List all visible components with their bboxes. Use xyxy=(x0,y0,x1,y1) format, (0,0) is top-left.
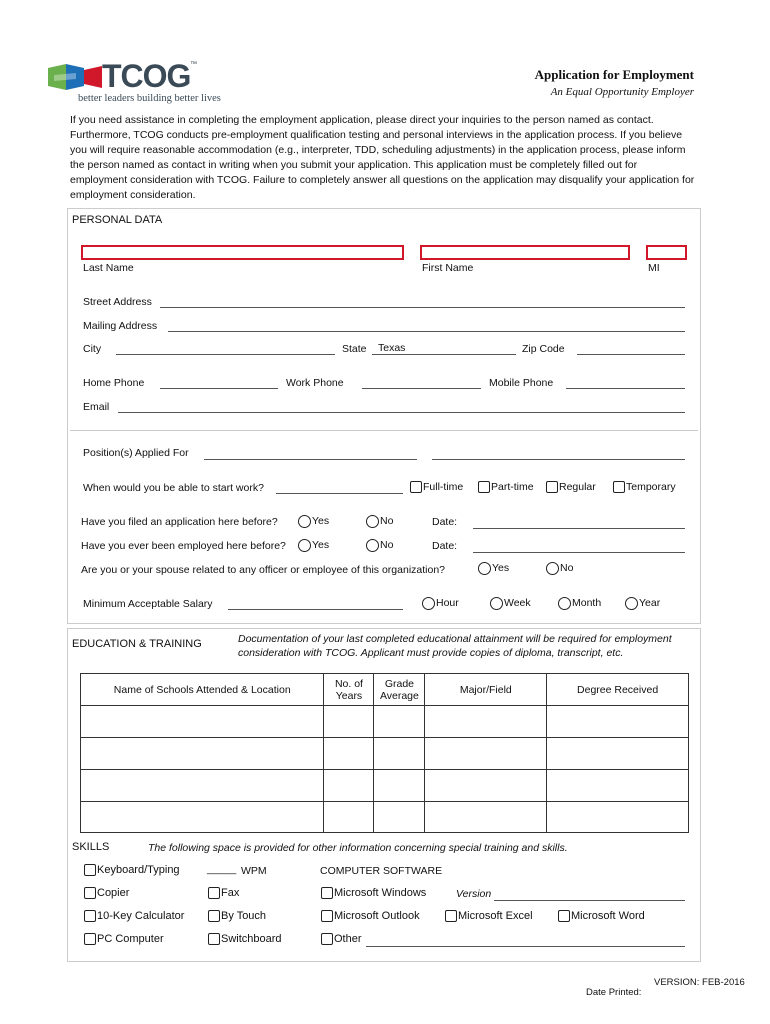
part-time-label: Part-time xyxy=(491,481,534,493)
table-cell[interactable] xyxy=(374,706,425,738)
filed-before-date-field[interactable] xyxy=(473,528,685,529)
other-field[interactable] xyxy=(366,946,685,947)
intro-line: employment consideration. xyxy=(70,189,196,201)
filed-before-label: Have you filed an application here before? xyxy=(81,516,278,528)
version-label: Version xyxy=(456,888,492,900)
ms-outlook-label: Microsoft Outlook xyxy=(334,910,420,922)
ms-excel-checkbox[interactable] xyxy=(445,910,457,922)
hour-label: Hour xyxy=(436,597,459,609)
hour-radio[interactable] xyxy=(422,597,435,610)
table-cell[interactable] xyxy=(547,738,689,770)
table-cell[interactable] xyxy=(425,802,547,833)
skills-heading: SKILLS xyxy=(72,841,110,853)
ms-excel-label: Microsoft Excel xyxy=(458,910,533,922)
employed-before-date-field[interactable] xyxy=(473,552,685,553)
ms-word-label: Microsoft Word xyxy=(571,910,645,922)
employed-before-yes-label: Yes xyxy=(312,539,330,551)
table-cell[interactable] xyxy=(374,770,425,802)
table-row xyxy=(81,706,689,738)
table-cell[interactable] xyxy=(547,706,689,738)
regular-checkbox[interactable] xyxy=(546,481,558,493)
intro-line: Furthermore, TCOG conducts pre-employment qualification testing and personal interviews in the application process. If you believe xyxy=(70,129,683,141)
intro-line: If you need assistance in completing the employment application, please direct your inquiries to the person named as contact. xyxy=(70,114,654,126)
col-header-degree: Degree Received xyxy=(547,674,689,706)
version-footer: VERSION: FEB-2016 xyxy=(654,977,745,988)
personal-data-heading: PERSONAL DATA xyxy=(72,214,163,226)
switchboard-label: Switchboard xyxy=(221,933,282,945)
intro-line: employment consideration with TCOG. Failure to completely answer all questions on the application may disqualify your application for xyxy=(70,174,695,186)
col-header-grade: Grade Average xyxy=(374,674,425,706)
mi-input[interactable] xyxy=(646,245,687,260)
intro-line: the person named as contact in writing when you submit your application. This application must be completely filled out for xyxy=(70,159,638,171)
other-label: Other xyxy=(334,933,362,945)
employed-before-yes-radio[interactable] xyxy=(298,539,311,552)
switchboard-checkbox[interactable] xyxy=(208,933,220,945)
table-cell[interactable] xyxy=(324,706,374,738)
skills-note: The following space is provided for other information concerning special training and skills. xyxy=(148,842,568,854)
related-no-label: No xyxy=(560,562,574,574)
mailing-address-label: Mailing Address xyxy=(83,320,158,332)
state-field[interactable] xyxy=(372,354,516,355)
state-value: Texas xyxy=(378,342,406,354)
month-label: Month xyxy=(572,597,602,609)
page-title: Application for Employment xyxy=(534,67,694,82)
city-label: City xyxy=(83,343,102,355)
street-address-label: Street Address xyxy=(83,296,152,308)
copier-checkbox[interactable] xyxy=(84,887,96,899)
ms-windows-checkbox[interactable] xyxy=(321,887,333,899)
filed-before-no-label: No xyxy=(380,515,394,527)
education-note xyxy=(238,632,672,660)
logo-trademark: ™ xyxy=(190,61,197,68)
full-time-label: Full-time xyxy=(423,481,464,493)
intro-line: you will require reasonable accommodation (e.g., interpreter, TDD, scheduling adjustments) in the application process, please inform xyxy=(70,144,686,156)
employed-before-label: Have you ever been employed here before? xyxy=(81,540,286,552)
last-name-input[interactable] xyxy=(81,245,404,260)
last-name-label: Last Name xyxy=(83,262,134,274)
table-cell[interactable] xyxy=(81,770,324,802)
logo-tagline: better leaders building better lives xyxy=(78,93,221,104)
personal-data-section xyxy=(67,208,701,624)
first-name-label: First Name xyxy=(422,262,474,274)
temporary-label: Temporary xyxy=(626,481,676,493)
logo-text: TCOG xyxy=(102,58,191,94)
divider xyxy=(70,430,698,431)
employed-before-no-radio[interactable] xyxy=(366,539,379,552)
table-row xyxy=(81,770,689,802)
table-cell[interactable] xyxy=(324,802,374,833)
related-yes-label: Yes xyxy=(492,562,510,574)
education-header-row xyxy=(81,674,689,706)
home-phone-field[interactable] xyxy=(160,388,278,389)
table-cell[interactable] xyxy=(547,802,689,833)
table-cell[interactable] xyxy=(81,706,324,738)
ms-word-checkbox[interactable] xyxy=(558,910,570,922)
mobile-phone-field[interactable] xyxy=(566,388,685,389)
week-label: Week xyxy=(504,597,531,609)
filed-before-yes-label: Yes xyxy=(312,515,330,527)
table-cell[interactable] xyxy=(425,706,547,738)
mobile-phone-label: Mobile Phone xyxy=(489,377,554,389)
table-row xyxy=(81,738,689,770)
table-cell[interactable] xyxy=(547,770,689,802)
city-field[interactable] xyxy=(116,354,335,355)
positions-field-1[interactable] xyxy=(204,459,417,460)
education-heading: EDUCATION & TRAINING xyxy=(72,638,202,650)
email-field[interactable] xyxy=(118,412,685,413)
street-address-field[interactable] xyxy=(160,307,685,308)
state-label: State xyxy=(342,343,367,355)
table-cell[interactable] xyxy=(324,738,374,770)
table-cell[interactable] xyxy=(425,738,547,770)
filed-before-no-radio[interactable] xyxy=(366,515,379,528)
work-phone-label: Work Phone xyxy=(286,377,344,389)
regular-label: Regular xyxy=(559,481,596,493)
work-phone-field[interactable] xyxy=(362,388,481,389)
fax-checkbox[interactable] xyxy=(208,887,220,899)
ms-outlook-checkbox[interactable] xyxy=(321,910,333,922)
education-note-line: consideration with TCOG. Applicant must provide copies of diploma, transcript, etc. xyxy=(238,647,624,659)
col-header-years: No. of Years xyxy=(324,674,374,706)
first-name-input[interactable] xyxy=(420,245,630,260)
table-cell[interactable] xyxy=(324,770,374,802)
other-checkbox[interactable] xyxy=(321,933,333,945)
copier-label: Copier xyxy=(97,887,130,899)
fax-label: Fax xyxy=(221,887,240,899)
education-note-line: Documentation of your last completed educational attainment will be required for employment xyxy=(238,633,672,645)
mi-label: MI xyxy=(648,262,660,274)
ten-key-label: 10-Key Calculator xyxy=(97,910,185,922)
home-phone-label: Home Phone xyxy=(83,377,145,389)
email-label: Email xyxy=(83,401,110,413)
temporary-checkbox[interactable] xyxy=(613,481,625,493)
start-work-field[interactable] xyxy=(276,493,403,494)
keyboard-typing-label: Keyboard/Typing xyxy=(97,864,180,876)
part-time-checkbox[interactable] xyxy=(478,481,490,493)
related-no-radio[interactable] xyxy=(546,562,559,575)
education-table xyxy=(80,673,689,833)
start-work-label: When would you be able to start work? xyxy=(83,482,264,494)
ms-windows-label: Microsoft Windows xyxy=(334,887,427,899)
date-printed-footer: Date Printed: xyxy=(586,987,642,998)
tcog-logo xyxy=(46,58,221,104)
positions-label: Position(s) Applied For xyxy=(83,447,189,459)
zip-code-field[interactable] xyxy=(577,354,685,355)
employed-before-date-label: Date: xyxy=(432,540,458,552)
min-salary-field[interactable] xyxy=(228,609,403,610)
wpm-field[interactable]: _____ xyxy=(207,863,237,875)
week-radio[interactable] xyxy=(490,597,503,610)
col-header-major: Major/Field xyxy=(425,674,547,706)
filed-before-yes-radio[interactable] xyxy=(298,515,311,528)
col-header-schools: Name of Schools Attended & Location xyxy=(81,674,324,706)
zip-code-label: Zip Code xyxy=(522,343,565,355)
table-row xyxy=(81,802,689,833)
employed-before-no-label: No xyxy=(380,539,394,551)
pc-computer-label: PC Computer xyxy=(97,933,164,945)
month-radio[interactable] xyxy=(558,597,571,610)
computer-software-label: COMPUTER SOFTWARE xyxy=(320,865,443,877)
full-time-checkbox[interactable] xyxy=(410,481,422,493)
table-cell[interactable] xyxy=(374,802,425,833)
positions-field-2[interactable] xyxy=(432,459,685,460)
mailing-address-field[interactable] xyxy=(168,331,685,332)
page-subtitle: An Equal Opportunity Employer xyxy=(550,86,694,98)
version-field[interactable] xyxy=(494,900,685,901)
by-touch-checkbox[interactable] xyxy=(208,910,220,922)
table-cell[interactable] xyxy=(374,738,425,770)
table-cell[interactable] xyxy=(425,770,547,802)
year-radio[interactable] xyxy=(625,597,638,610)
related-label: Are you or your spouse related to any officer or employee of this organization? xyxy=(81,564,446,576)
filed-before-date-label: Date: xyxy=(432,516,458,528)
logo-mark-icon xyxy=(46,60,106,94)
wpm-label: WPM xyxy=(241,865,267,877)
min-salary-label: Minimum Acceptable Salary xyxy=(83,598,213,610)
intro-paragraph xyxy=(70,113,710,203)
keyboard-typing-checkbox[interactable] xyxy=(84,864,96,876)
pc-computer-checkbox[interactable] xyxy=(84,933,96,945)
related-yes-radio[interactable] xyxy=(478,562,491,575)
table-cell[interactable] xyxy=(81,738,324,770)
ten-key-checkbox[interactable] xyxy=(84,910,96,922)
year-label: Year xyxy=(639,597,661,609)
by-touch-label: By Touch xyxy=(221,910,267,922)
table-cell[interactable] xyxy=(81,802,324,833)
